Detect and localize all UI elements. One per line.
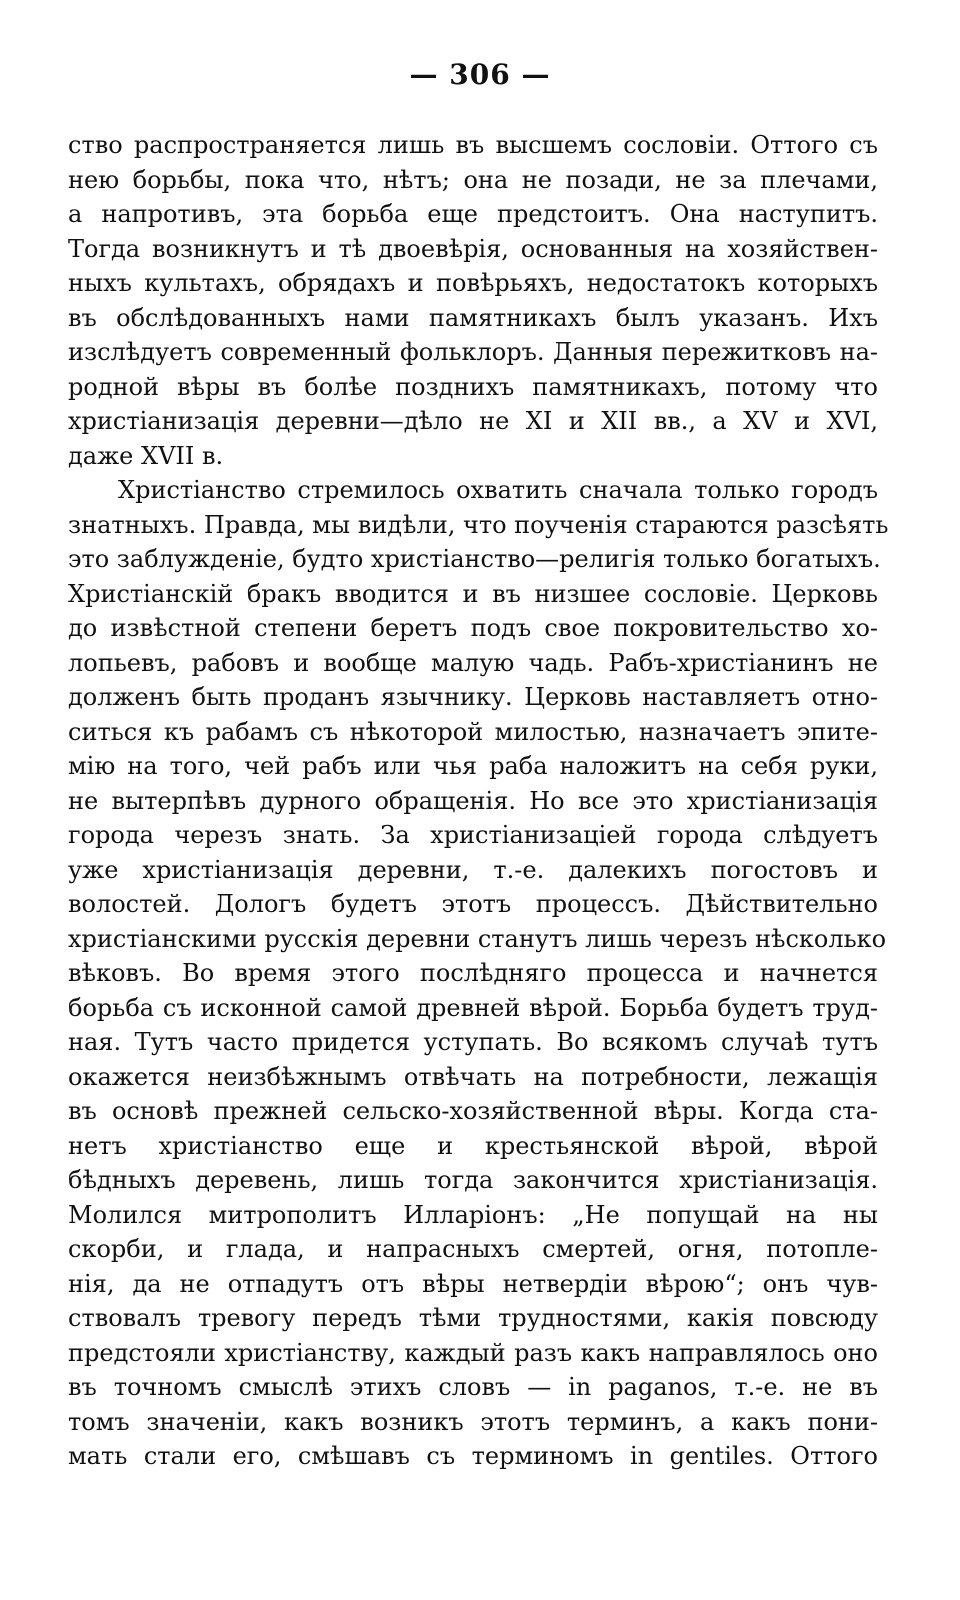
text-line: борьба съ исконной самой древней вѣрой. Борьба будетъ труд- bbox=[68, 993, 878, 1022]
page-text bbox=[68, 128, 889, 1474]
text-line: Тогда возникнутъ и тѣ двоевѣрія, основанныя на хозяйствен- bbox=[68, 234, 878, 263]
text-line: ная. Тутъ часто придется уступать. Во всякомъ случаѣ тутъ bbox=[68, 1028, 878, 1056]
text-line: христіанизація деревни—дѣло не XI и XII вв., а XV и XVI, bbox=[68, 407, 878, 435]
text-line: вѣковъ. Во время этого послѣдняго процесса и начнется bbox=[68, 959, 878, 987]
text-line: изслѣдуетъ современный фольклоръ. Данныя пережитковъ на- bbox=[68, 338, 878, 366]
text-line: ситься къ рабамъ съ нѣкоторой милостью, назначаетъ эпите- bbox=[68, 717, 878, 746]
text-line: не вытерпѣвъ дурного обращенія. Но все это христіанизація bbox=[68, 786, 878, 815]
text-line: лопьевъ, рабовъ и вообще малую чадь. Рабъ-христіанинъ не bbox=[68, 648, 878, 677]
text-line: нія, да не отпадутъ отъ вѣры нетвердіи вѣрою“; онъ чув- bbox=[68, 1269, 878, 1298]
text-line: это заблужденіе, будто христіанство—религія только богатыхъ. bbox=[68, 545, 881, 573]
text-line: ствовалъ тревогу передъ тѣми трудностями, какія повсюду bbox=[68, 1304, 878, 1332]
text-line: ныхъ культахъ, обрядахъ и повѣрьяхъ, недостатокъ которыхъ bbox=[68, 269, 878, 297]
text-line: въ точномъ смыслѣ этихъ словъ — in paganos, т.-е. не въ bbox=[68, 1373, 878, 1401]
text-line: волостей. Дологъ будетъ этотъ процессъ. Дѣйствительно bbox=[68, 890, 878, 918]
text-line: долженъ быть проданъ язычнику. Церковь наставляетъ отно- bbox=[68, 683, 878, 711]
text-line: города черезъ знать. За христіанизаціей города слѣдуетъ bbox=[68, 821, 878, 849]
text-line: нею борьбы, пока что, нѣтъ; она не позади, не за плечами, bbox=[68, 165, 878, 194]
text-line: христіанскими русскія деревни станутъ лишь черезъ нѣсколько bbox=[68, 924, 887, 953]
text-line: знатныхъ. Правда, мы видѣли, что поученія стараются разсѣять bbox=[68, 510, 889, 539]
text-line: въ основѣ прежней сельско-хозяйственной вѣры. Когда ста- bbox=[68, 1097, 878, 1125]
text-line: а напротивъ, эта борьба еще предстоитъ. Она наступитъ. bbox=[68, 200, 878, 228]
text-line: Христіанскій бракъ вводится и въ низшее сословіе. Церковь bbox=[68, 579, 878, 608]
text-line: уже христіанизація деревни, т.-е. далекихъ погостовъ и bbox=[68, 855, 878, 884]
page-number: — 306 — bbox=[409, 58, 551, 91]
text-line: бѣдныхъ деревень, лишь тогда закончится христіанизація. bbox=[68, 1166, 878, 1194]
text-line: даже XVII в. bbox=[68, 441, 224, 470]
text-line: томъ значеніи, какъ возникъ этотъ терминъ, а какъ пони- bbox=[68, 1407, 878, 1436]
text-line: Христіанство стремилось охватить сначала только городъ bbox=[118, 476, 878, 504]
text-line: нетъ христіанство еще и крестьянской вѣрой, вѣрой bbox=[68, 1131, 878, 1160]
text-line: Молился митрополитъ Илларіонъ: „Не попущай на ны bbox=[68, 1200, 878, 1229]
text-line: предстояли христіанству, каждый разъ какъ направлялось оно bbox=[68, 1338, 878, 1367]
text-line: родной вѣры въ болѣе позднихъ памятникахъ, потому что bbox=[68, 372, 878, 401]
text-line: мать стали его, смѣшавъ съ терминомъ in gentiles. Оттого bbox=[68, 1442, 878, 1470]
text-line: окажется неизбѣжнымъ отвѣчать на потребности, лежащія bbox=[68, 1062, 878, 1091]
text-line: до извѣстной степени беретъ подъ свое покровительство хо- bbox=[68, 614, 878, 642]
text-line: мію на того, чей рабъ или чья раба наложитъ на себя руки, bbox=[68, 752, 878, 780]
text-line: скорби, и глада, и напрасныхъ смертей, огня, потопле- bbox=[68, 1235, 878, 1263]
text-line: ство распространяется лишь въ высшемъ сословіи. Оттого съ bbox=[68, 131, 878, 159]
text-line: въ обслѣдованныхъ нами памятникахъ былъ указанъ. Ихъ bbox=[68, 303, 878, 332]
